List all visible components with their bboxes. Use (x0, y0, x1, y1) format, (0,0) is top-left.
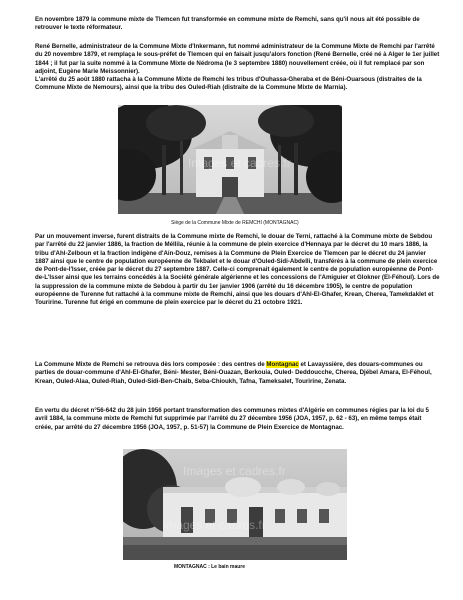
town-hall-caption: Siège de la Commune Mixte de REMCHI (MONTAGNAC) (171, 220, 299, 226)
paragraph-composition (35, 361, 440, 386)
watermark-text: Images et cadres.fr (183, 464, 286, 478)
watermark-text: Images et cadres.fr (188, 156, 291, 170)
moorish-bath-photo-image (123, 449, 347, 560)
paragraph-text: René Bernelle, administrateur de la Commune Mixte d'Inkermann, fut nommé administrateur de la Commune Mixte de Remchi par l'arrêté du 20 novembre 1879, et remplaça le sous-préfet de Tlemcen qui en faisait jusqu'alors fonction (René Bernelle, créé né à Alger le 1er juillet 1844 ; il fut par la suite nommé à la Commune Mixte de Nédroma (le 3 septembre 1880) nouvellement créée, où il fut remplacé par son adjoint, Eugène Marie Meissonnier). (35, 43, 440, 75)
moorish-bath-caption: MONTAGNAC : Le bain maure (174, 564, 246, 570)
paragraph-text: Par un mouvement inverse, furent distraits de la Commune mixte de Remchi, le douar de Terni, rattaché à la Commune mixte de Sebdou par l'arrêté du 22 janvier 1886, la fraction de Méllila, réunie à la commune de plein exercice d'Hennaya par le décret du 10 mars 1886, la tribu d'Ahl-Zelboun et la fraction indigène d'Ain-Douz, remises à la Commune de Plein Exercice de Tlemcen par le décret du 24 janvier 1887 ainsi que le centre de population européenne de Tekbalet et le douar d'Ouled-Sidi-Abdelli, transférés à la commune de plein exercice de Pont-de-l'Isser, créée par le décret du 27 septembre 1887. Celle-ci comprenait également le centre de population européenne de Pont-de-L'Isser ainsi que les terrains concédés à la Société générale algérienne et les concessions de l'Amiguier et Glokner (El-Féhoul). Lors de la suppression de la commune mixte de Sebdou à partir du 1er janvier 1906 (arrêté du 16 décembre 1905), le centre de population européenne de Turenne fut rattaché à la commune mixte de Remchi, ainsi que les douars d'Ahl-El-Ghafer, Krean, Cherea, Tamekdaklet et Touririne. Turenne fut érigé en commune de plein exercice par le décret du 21 octobre 1921. (35, 233, 440, 307)
highlighted-word: Montagnac (266, 361, 299, 368)
watermark-text: Images et cadres.fr (163, 518, 266, 532)
paragraph-bernelle (35, 43, 440, 93)
paragraph-text-end: et Lavayssière, des douars-communes ou parties de douar-commune d'Ahl-El-Ghafer, Béni- Mester, Béni-Ouazan, Berkouia, Ouled- Deddoucche, Cherea, Djébel Amara, El-Féhoul, Krean, Ouled-Alaa, Ouled-Riah, Ouled-Sidi-Ben-Chaib, Seba-Chioukh, Tafna, Tameksalet, Touririne, Zenata. (35, 361, 432, 385)
moorish-bath-photo (123, 449, 347, 560)
paragraph-text (35, 361, 440, 386)
town-hall-photo-image (118, 105, 342, 214)
paragraph-distractions (35, 233, 440, 308)
paragraph-intro (35, 16, 440, 33)
paragraph-text: En novembre 1879 la commune mixte de Tlemcen fut transformée en commune mixte de Remchi, sans qu'il nous ait été possible de retrouver le texte réformateur. (35, 16, 420, 32)
paragraph-suppression (35, 407, 440, 432)
town-hall-photo (118, 105, 342, 214)
paragraph-text: L'arrêté du 25 août 1880 rattacha à la Commune Mixte de Remchi les tribus d'Ouhassa-Gheraba et de Béni-Ouarsous (distraites de la Commune Mixte de Nemours), ainsi que la tribu des Ouled-Riah (distraite de la Commune Mixte de Marnia). (35, 76, 422, 92)
paragraph-text-start: La Commune Mixte de Remchi se retrouva dès lors composée : des centres de (35, 361, 267, 368)
paragraph-text: En vertu du décret n°56-642 du 28 juin 1956 portant transformation des communes mixtes d'Algérie en communes régies par la loi du 5 avril 1884, la commune mixte de Remchi fut supprimée par l'arrêté du 27 décembre 1956 (JOA, 1957, p. 62 - 63), en même temps était créée, par arrêté du 27 décembre 1956 (JOA, 1957, p. 51-57) la Commune de Plein Exercice de Montagnac. (35, 407, 429, 431)
